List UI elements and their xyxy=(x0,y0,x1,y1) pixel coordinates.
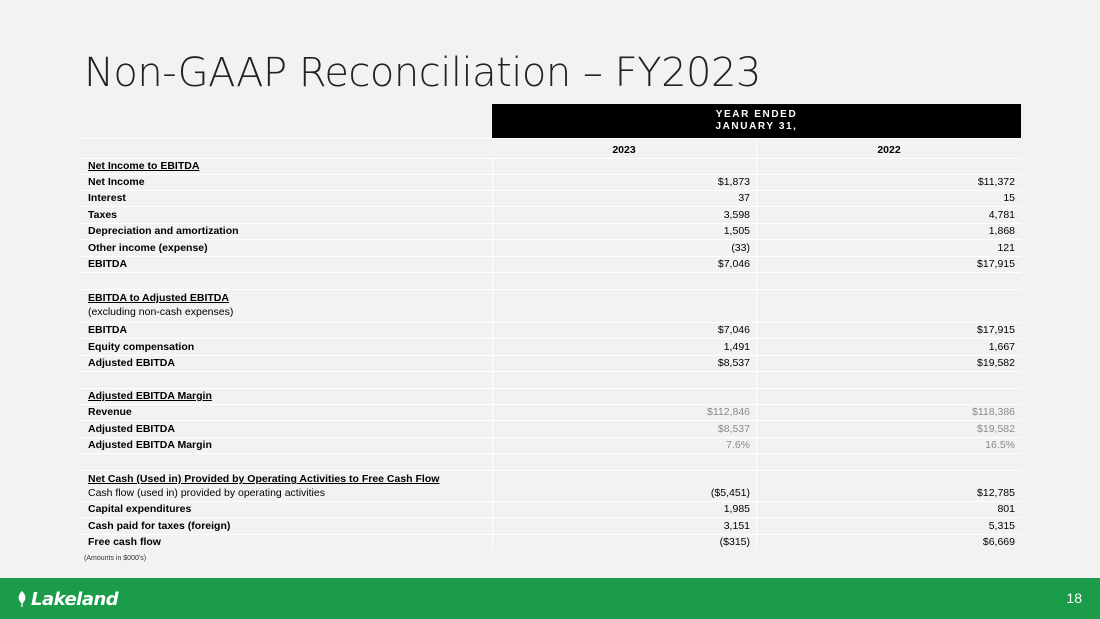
table-row: Equity compensation 1,491 1,667 xyxy=(88,341,1015,353)
table-row: Net Income $1,873 $11,372 xyxy=(88,176,1015,188)
table-row: Cash paid for taxes (foreign) 3,151 5,315 xyxy=(88,520,1015,532)
table-row: Free cash flow ($315) $6,669 xyxy=(88,536,1015,548)
table-row: EBITDA $7,046 $17,915 xyxy=(88,258,1015,270)
amounts-note: (Amounts in $000's) xyxy=(84,555,147,562)
table-row: Capital expenditures 1,985 801 xyxy=(88,503,1015,515)
section-heading-free-cash-flow: Net Cash (Used in) Provided by Operating Activities to Free Cash Flow xyxy=(88,473,440,485)
footer-bar xyxy=(0,578,1100,619)
year-ended-header xyxy=(492,104,1021,138)
section-heading-adjusted-ebitda: EBITDA to Adjusted EBITDA xyxy=(88,292,229,304)
table-row: Cash flow (used in) provided by operating activities ($5,451) $12,785 xyxy=(88,487,1015,499)
year-2022-header: 2022 xyxy=(877,144,901,156)
lakeland-logo xyxy=(16,588,118,610)
year-2023-header: 2023 xyxy=(612,144,636,156)
table-row: Revenue $112,846 $118,386 xyxy=(88,406,1015,418)
table-row: Adjusted EBITDA $8,537 $19,582 xyxy=(88,357,1015,369)
page-title: Non-GAAP Reconciliation – FY2023 xyxy=(84,50,761,96)
section-heading-net-income: Net Income to EBITDA xyxy=(88,160,200,172)
table-row: Interest 37 15 xyxy=(88,192,1015,204)
logo-text: Lakeland xyxy=(31,588,119,610)
table-row: Taxes 3,598 4,781 xyxy=(88,209,1015,221)
table-row: Other income (expense) (33) 121 xyxy=(88,242,1015,254)
section-subheading: (excluding non-cash expenses) xyxy=(88,306,234,318)
leaf-icon xyxy=(16,591,28,607)
table-row: Depreciation and amortization 1,505 1,868 xyxy=(88,225,1015,237)
table-row: Adjusted EBITDA $8,537 $19,582 xyxy=(88,423,1015,435)
page-number: 18 xyxy=(1066,590,1082,606)
header-line-2: JANUARY 31, xyxy=(715,121,798,132)
section-heading-margin: Adjusted EBITDA Margin xyxy=(88,390,212,402)
header-line-1: YEAR ENDED xyxy=(715,109,798,120)
table-row: Adjusted EBITDA Margin 7.6% 16.5% xyxy=(88,439,1015,451)
table-row: EBITDA $7,046 $17,915 xyxy=(88,324,1015,336)
